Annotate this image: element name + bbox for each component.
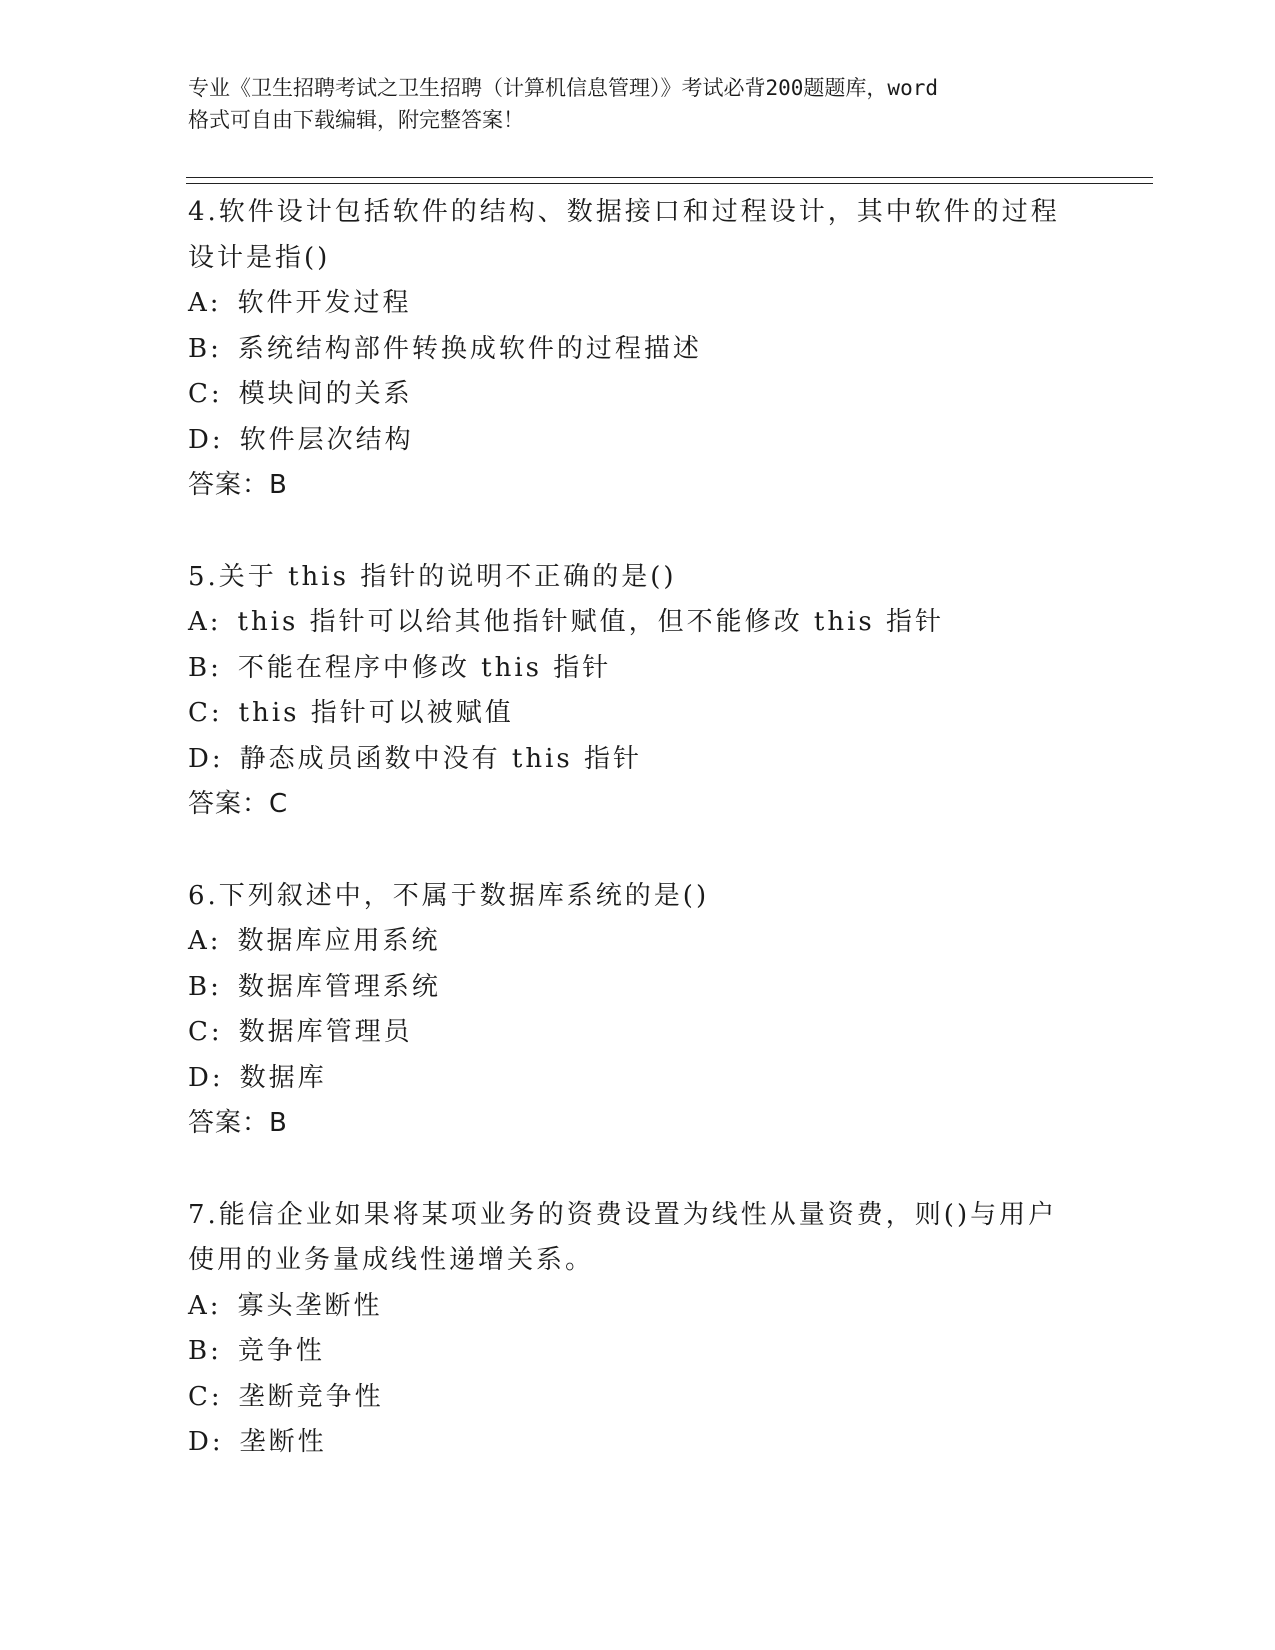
question-item <box>188 190 1088 509</box>
option-label: B: <box>188 333 222 364</box>
answer-text: 答案：B <box>188 1108 288 1138</box>
option-label: B: <box>188 1336 222 1366</box>
option-text: 垄断性 <box>239 1427 327 1457</box>
question-text: 5.关于 this 指针的说明不正确的是() <box>188 561 677 592</box>
question-item <box>188 1193 1088 1466</box>
option-d <box>188 418 1088 464</box>
option-c <box>188 372 1088 418</box>
option-text: 数据库管理系统 <box>237 971 441 1002</box>
option-d <box>188 737 1088 783</box>
option-label: D: <box>188 743 224 774</box>
answer-text: 答案：C <box>188 789 289 819</box>
option-label: C: <box>188 1017 223 1047</box>
option-label: A: <box>188 1290 222 1321</box>
option-b <box>188 327 1088 373</box>
option-text: 不能在程序中修改 this 指针 <box>237 652 612 683</box>
option-c <box>188 691 1088 737</box>
option-text: 模块间的关系 <box>238 379 413 409</box>
option-d <box>188 1420 1088 1466</box>
option-text: this 指针可以给其他指针赋值，但不能修改 this 指针 <box>237 607 945 637</box>
option-text: 竞争性 <box>237 1336 325 1366</box>
header-line-2: 格式可自由下载编辑，附完整答案！ <box>188 108 524 132</box>
option-a <box>188 1284 1088 1330</box>
option-label: A: <box>188 926 222 956</box>
option-b <box>188 965 1088 1011</box>
option-b <box>188 646 1088 692</box>
option-a <box>188 919 1088 965</box>
option-label: A: <box>188 288 222 318</box>
option-label: C: <box>188 1381 223 1412</box>
question-text: 设计是指() <box>188 242 331 273</box>
option-text: 数据库管理员 <box>238 1017 413 1047</box>
option-label: C: <box>188 698 223 728</box>
option-c <box>188 1010 1088 1056</box>
option-c <box>188 1375 1088 1421</box>
option-label: A: <box>188 607 222 637</box>
header-line-1: 专业《卫生招聘考试之卫生招聘（计算机信息管理）》考试必背200题题库，word <box>188 76 938 100</box>
question-item <box>188 555 1088 828</box>
option-text: 静态成员函数中没有 this 指针 <box>239 743 642 774</box>
option-text: 系统结构部件转换成软件的过程描述 <box>237 333 702 364</box>
option-text: 软件层次结构 <box>239 424 414 455</box>
answer-text: 答案：B <box>188 470 288 500</box>
question-text: 6.下列叙述中，不属于数据库系统的是() <box>188 880 710 911</box>
question-text: 4.软件设计包括软件的结构、数据接口和过程设计，其中软件的过程 <box>188 197 1060 227</box>
question-text: 使用的业务量成线性递增关系。 <box>188 1245 595 1275</box>
option-label: C: <box>188 379 223 409</box>
option-label: D: <box>188 424 224 455</box>
option-label: B: <box>188 652 222 683</box>
option-label: D: <box>188 1062 224 1093</box>
option-b <box>188 1329 1088 1375</box>
option-text: 软件开发过程 <box>237 288 412 318</box>
option-d <box>188 1056 1088 1102</box>
option-a <box>188 281 1088 327</box>
option-text: 寡头垄断性 <box>237 1290 383 1321</box>
option-a <box>188 600 1088 646</box>
option-label: B: <box>188 971 222 1002</box>
question-list <box>188 190 1088 1466</box>
option-text: 垄断竞争性 <box>238 1381 384 1412</box>
header-divider-bottom <box>186 183 1153 184</box>
option-label: D: <box>188 1427 224 1457</box>
question-item <box>188 874 1088 1147</box>
option-text: 数据库应用系统 <box>237 926 441 956</box>
option-text: 数据库 <box>239 1062 327 1093</box>
header-divider-top <box>186 177 1153 178</box>
document-header <box>188 72 1088 136</box>
question-text: 7.能信企业如果将某项业务的资费设置为线性从量资费，则()与用户 <box>188 1199 1058 1230</box>
option-text: this 指针可以被赋值 <box>238 698 514 728</box>
